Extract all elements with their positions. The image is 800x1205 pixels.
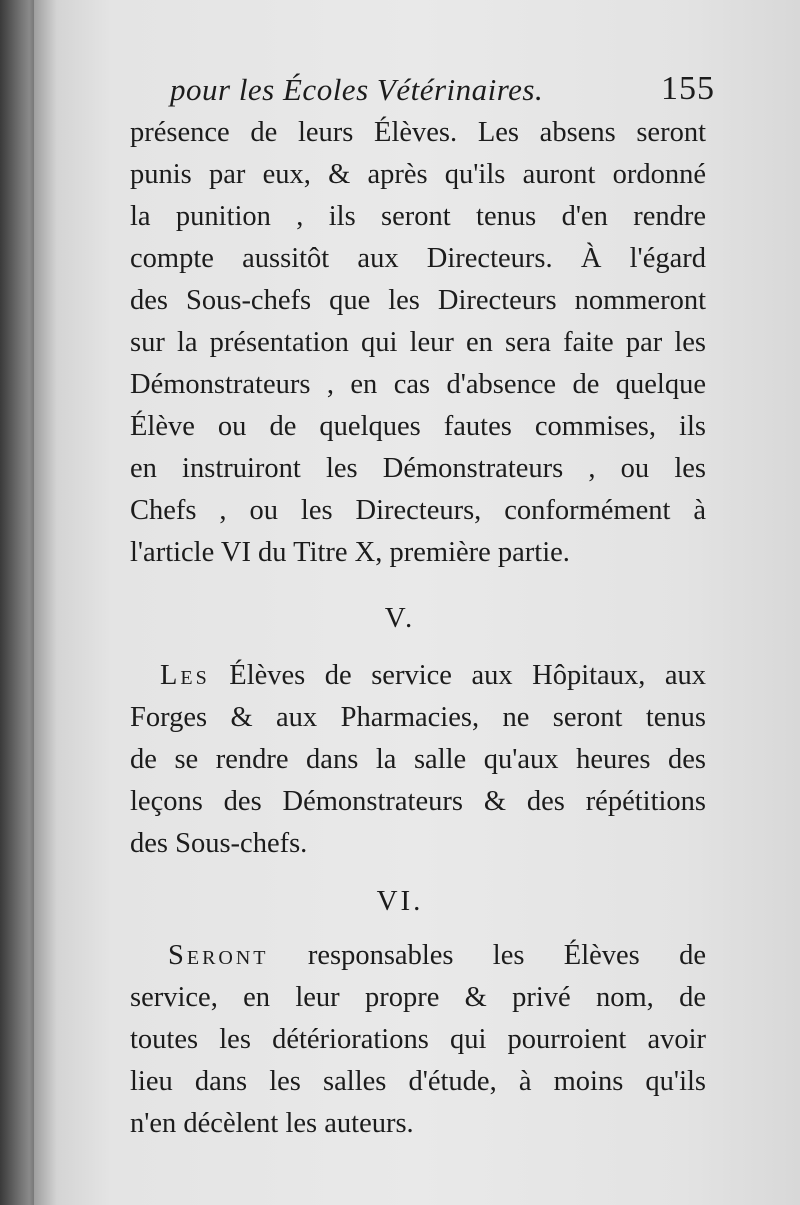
text-line: toutes les détériorations qui pourroient avoir — [130, 1024, 706, 1055]
text-line: Élève ou de quelques fautes commises, ils — [130, 411, 706, 442]
text-line: Forges & aux Pharmacies, ne seront tenus — [130, 702, 706, 733]
text-line: leçons des Démonstrateurs & des répétitions — [130, 786, 706, 817]
text-line: Chefs , ou les Directeurs, conformément à — [130, 495, 706, 526]
first-line-text: Élèves de service aux Hôpitaux, aux — [229, 660, 706, 691]
text-line: sur la présentation qui leur en sera faite par les — [130, 327, 706, 358]
text-line: l'article VI du Titre X, première partie. — [130, 537, 570, 568]
text-line: de se rendre dans la salle qu'aux heures des — [130, 744, 706, 775]
text-line: punis par eux, & après qu'ils auront ordonné — [130, 159, 706, 190]
text-line: compte aussitôt aux Directeurs. À l'égard — [130, 243, 706, 274]
text-line: Démonstrateurs , en cas d'absence de quelque — [130, 369, 706, 400]
running-head: pour les Écoles Vétérinaires. — [170, 72, 544, 107]
section-number-vi: VI. — [376, 885, 424, 917]
page-header — [170, 72, 715, 112]
text-line: service, en leur propre & privé nom, de — [130, 982, 706, 1013]
text-line: en instruiront les Démonstrateurs , ou les — [130, 453, 706, 484]
text-line: n'en décèlent les auteurs. — [130, 1108, 414, 1139]
first-line-text: responsables les Élèves de — [307, 940, 706, 971]
text-line: des Sous-chefs. — [130, 828, 308, 859]
paragraph-section-vi — [130, 935, 706, 1145]
text-line: lieu dans les salles d'étude, à moins qu'ils — [130, 1066, 706, 1097]
lead-word: Seront — [168, 940, 269, 971]
text-line — [130, 655, 706, 697]
paragraph-1 — [130, 112, 706, 574]
text-line: la punition , ils seront tenus d'en rendre — [130, 201, 706, 232]
page-number: 155 — [661, 70, 715, 107]
paragraph-section-v — [130, 655, 706, 865]
text-line — [130, 935, 706, 977]
section-number-v: V. — [384, 602, 416, 634]
lead-word: Les — [160, 660, 210, 691]
text-line: des Sous-chefs que les Directeurs nommeront — [130, 285, 706, 316]
text-line: présence de leurs Élèves. Les absens seront — [130, 117, 706, 148]
